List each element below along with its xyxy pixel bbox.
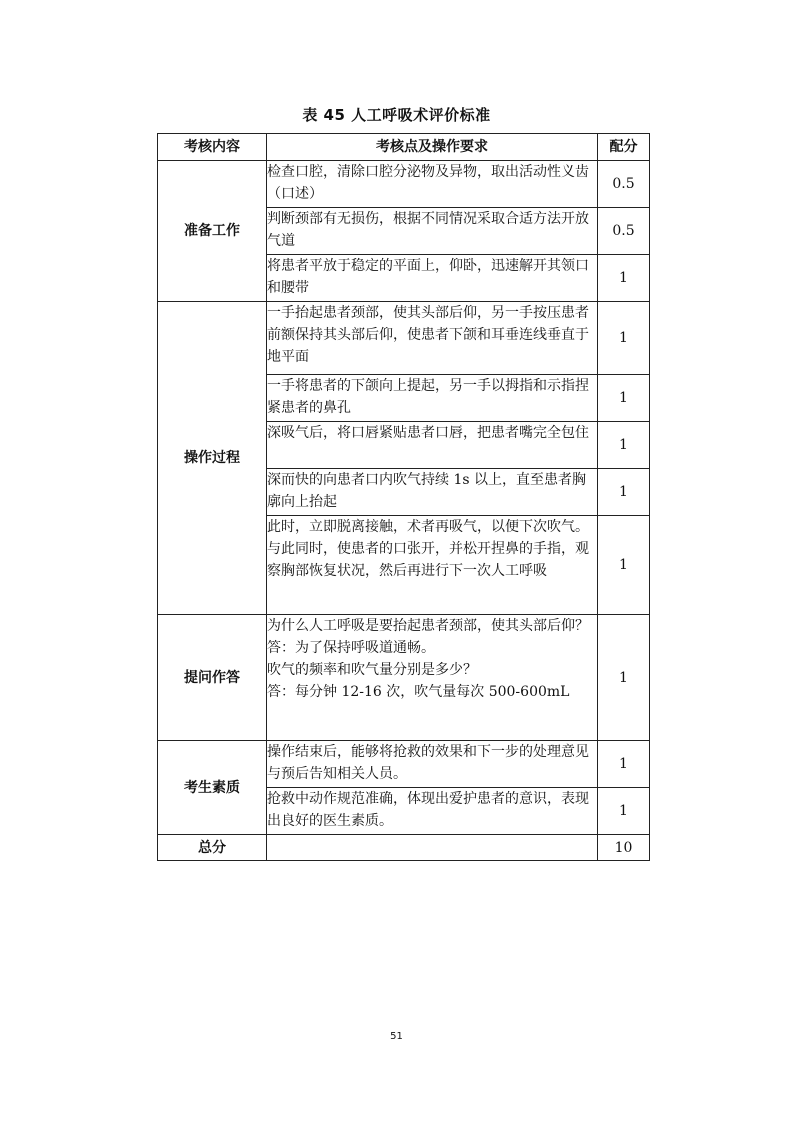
score-cell: 1: [598, 788, 650, 835]
requirement-cell: [267, 741, 598, 788]
requirement-text: 答：每分钟 12-16 次，吹气量每次 500-600mL: [267, 684, 570, 700]
section-name: 提问作答: [158, 615, 267, 741]
score-cell: 1: [598, 302, 650, 375]
section-name: 操作过程: [158, 302, 267, 615]
requirement-text: 深而快的向患者口内吹气持续 1s 以上，直至患者胸廓向上抬起: [267, 472, 586, 510]
score-cell: 1: [598, 741, 650, 788]
total-label: 总分: [158, 835, 267, 861]
requirement-text: 一手抬起患者颈部，使其头部后仰，另一手按压患者前额保持其头部后仰，使患者下颌和耳垂连线垂直于地平面: [267, 305, 589, 365]
total-score: 10: [598, 835, 650, 861]
requirement-cell: [267, 469, 598, 516]
requirement-text: 为什么人工呼吸是要抬起患者颈部，使其头部后仰？: [267, 618, 589, 634]
requirement-text: 此时，立即脱离接触，术者再吸气，以便下次吹气。与此同时，使患者的口张开，并松开捏鼻的手指，观察胸部恢复状况，然后再进行下一次人工呼吸: [267, 519, 589, 579]
table-row: [158, 741, 650, 788]
requirement-cell: [267, 422, 598, 469]
total-requirement: [267, 835, 598, 861]
requirement-text: 深吸气后，将口唇紧贴患者口唇，把患者嘴完全包住: [267, 425, 589, 441]
requirement-text: 将患者平放于稳定的平面上，仰卧，迅速解开其领口和腰带: [267, 258, 589, 296]
requirement-text: 操作结束后，能够将抢救的效果和下一步的处理意见与预后告知相关人员。: [267, 744, 589, 782]
requirement-text: 检查口腔，清除口腔分泌物及异物，取出活动性义齿（口述）: [267, 164, 589, 202]
header-score: 配分: [598, 134, 650, 161]
requirement-cell: [267, 516, 598, 615]
requirement-text: 一手将患者的下颌向上提起，另一手以拇指和示指捏紧患者的鼻孔: [267, 378, 589, 416]
requirement-cell: [267, 161, 598, 208]
requirement-text: 吹气的频率和吹气量分别是多少？: [267, 662, 477, 678]
score-cell: 1: [598, 615, 650, 741]
score-cell: 1: [598, 375, 650, 422]
score-cell: 1: [598, 422, 650, 469]
requirement-cell: [267, 255, 598, 302]
header-requirement: 考核点及操作要求: [267, 134, 598, 161]
score-cell: 0.5: [598, 161, 650, 208]
requirement-text: 判断颈部有无损伤，根据不同情况采取合适方法开放气道: [267, 211, 589, 249]
requirement-cell: [267, 208, 598, 255]
section-name: 考生素质: [158, 741, 267, 835]
total-row: [158, 835, 650, 861]
score-cell: 0.5: [598, 208, 650, 255]
requirement-cell: [267, 788, 598, 835]
table-row: [158, 302, 650, 375]
score-cell: 1: [598, 516, 650, 615]
table-body: [158, 161, 650, 861]
requirement-cell: [267, 302, 598, 375]
requirement-text: 抢救中动作规范准确，体现出爱护患者的意识，表现出良好的医生素质。: [267, 791, 589, 829]
table-row: [158, 615, 650, 741]
score-cell: 1: [598, 469, 650, 516]
requirement-text: 答：为了保持呼吸道通畅。: [267, 640, 435, 656]
table-header-row: [158, 134, 650, 161]
page-number: 51: [390, 1031, 403, 1042]
requirement-cell: [267, 375, 598, 422]
table-title: 表 45 人工呼吸术评价标准: [302, 106, 491, 124]
requirement-cell: [267, 615, 598, 741]
table-row: [158, 161, 650, 208]
section-name: 准备工作: [158, 161, 267, 302]
score-cell: 1: [598, 255, 650, 302]
evaluation-table: [157, 133, 650, 861]
header-section: 考核内容: [158, 134, 267, 161]
